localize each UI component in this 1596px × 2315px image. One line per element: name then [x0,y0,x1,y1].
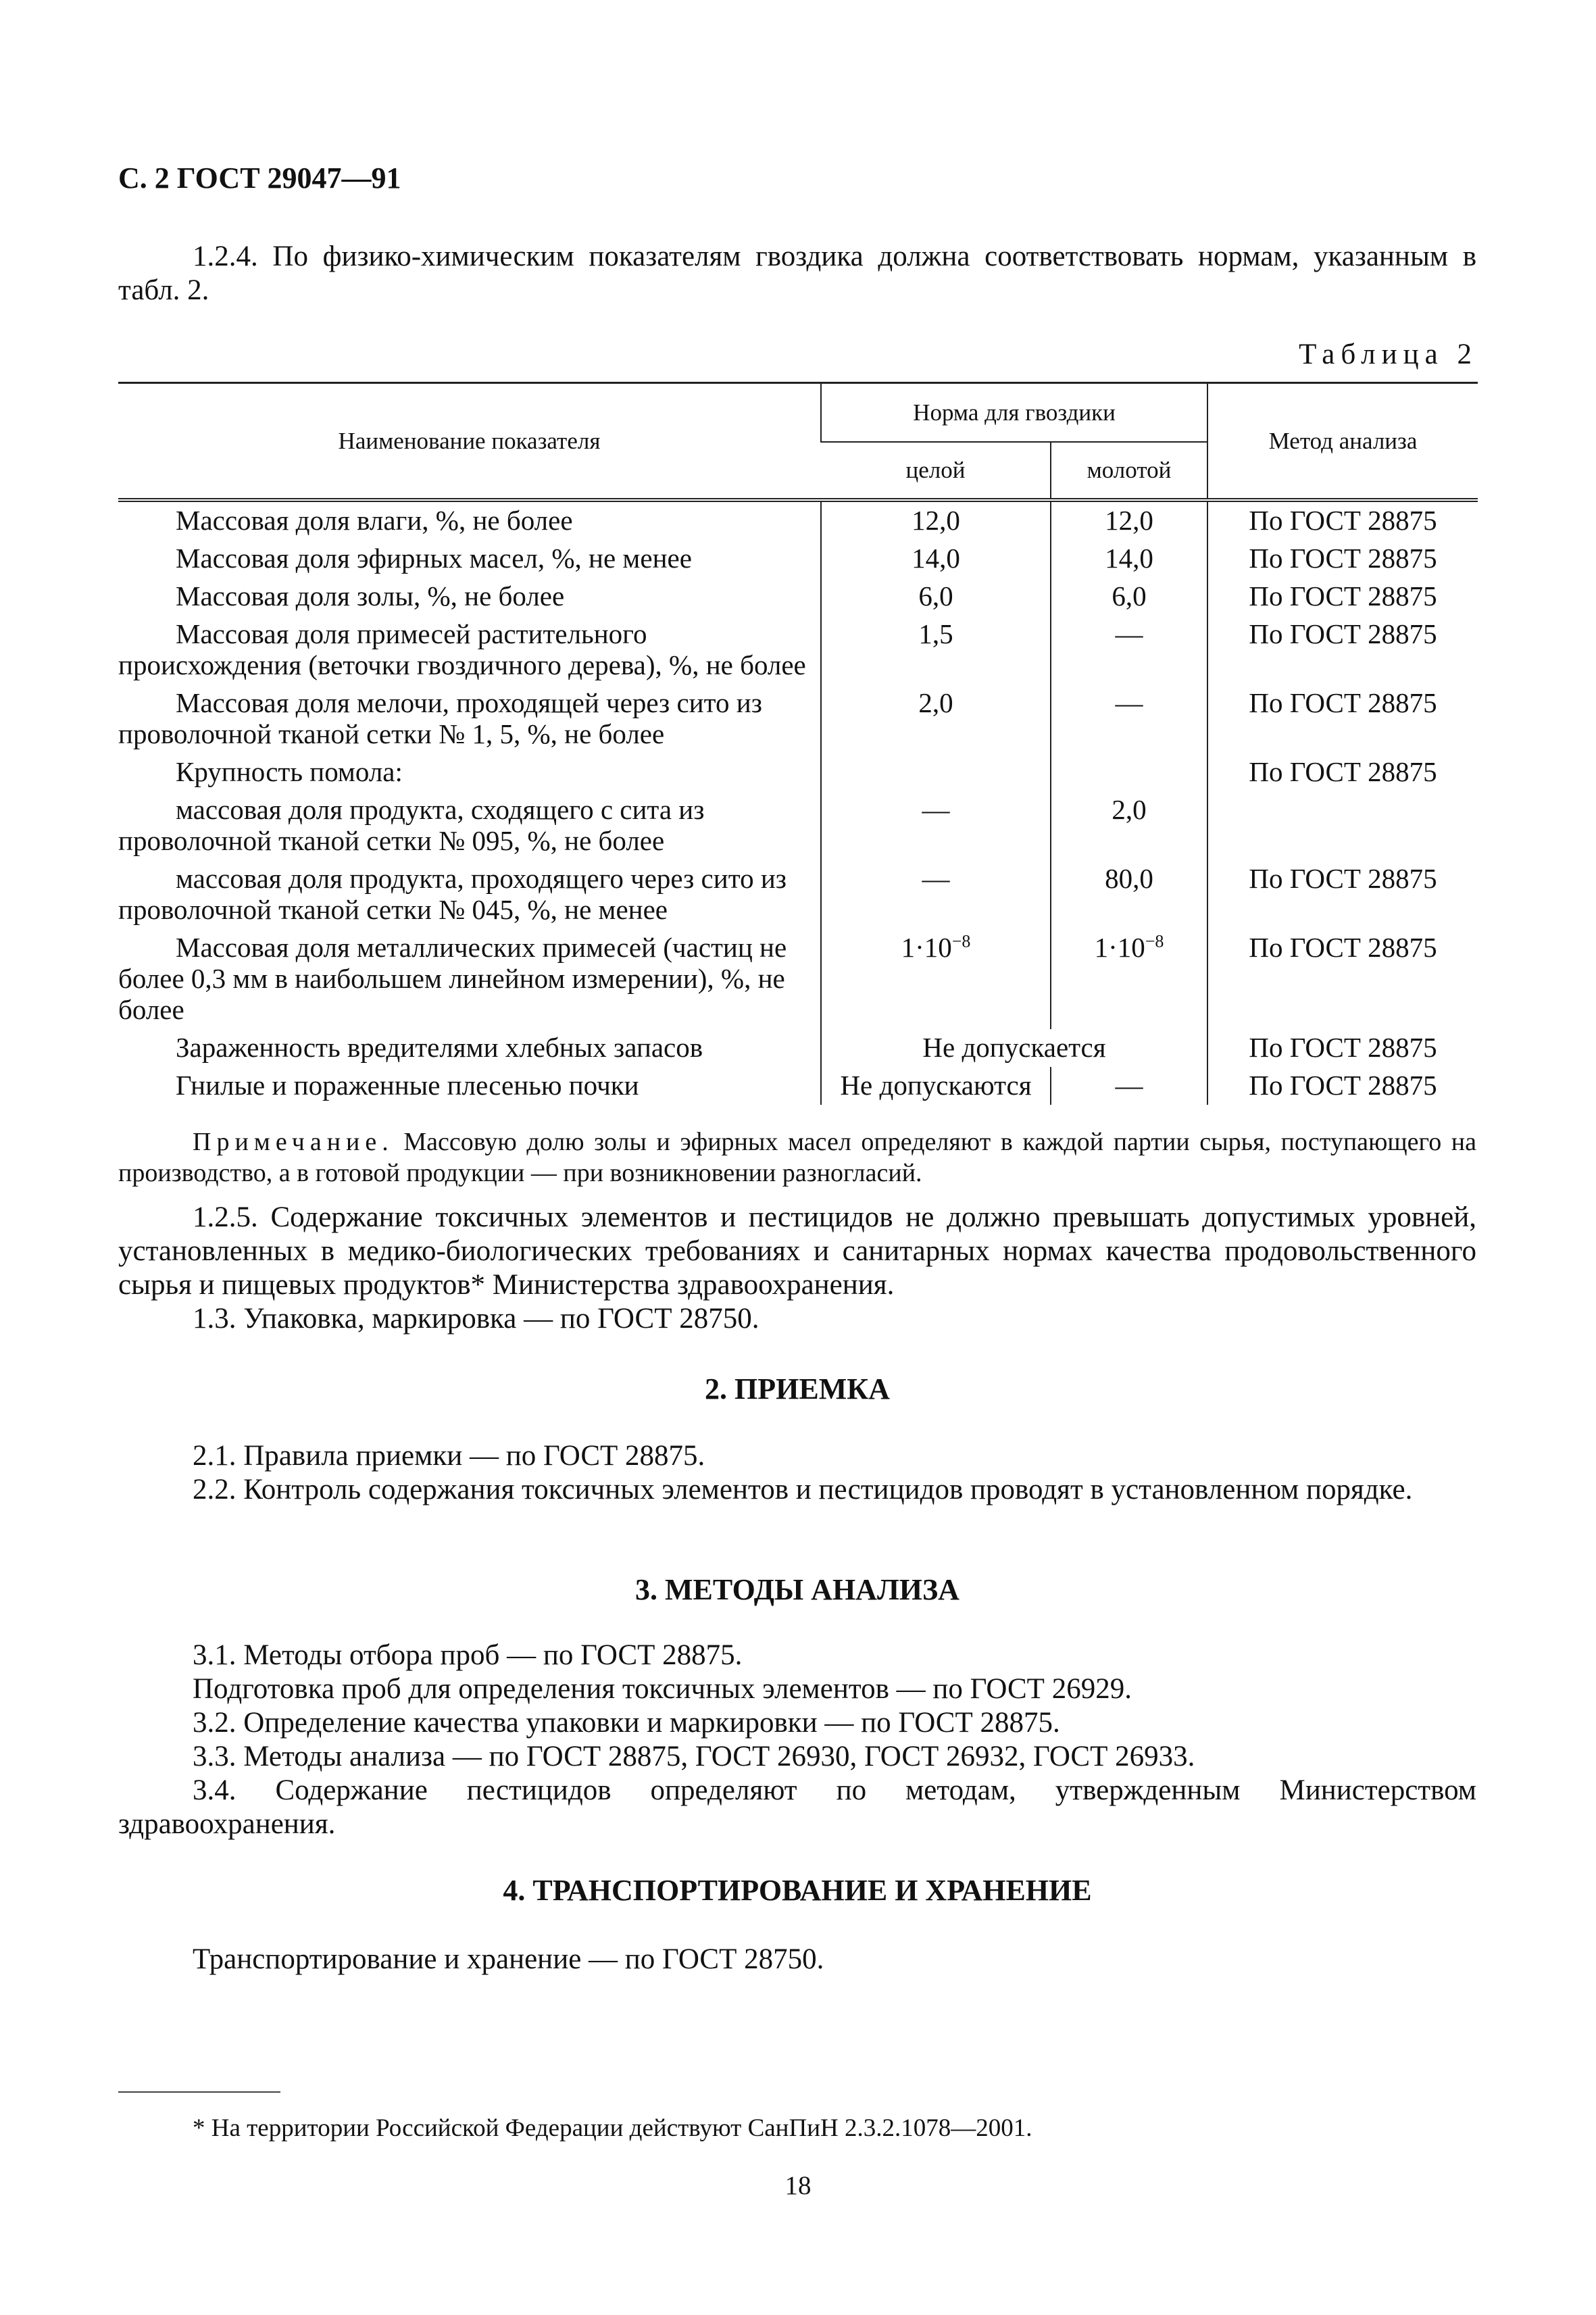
note-text: Массовую долю золы и эфирных масел определяют в каждой партии сырья, поступающего на производство, а в готовой продукции — при возникновении разногласий. [118,1128,1476,1187]
row-name: Массовая доля мелочи, проходящей через сито из проволочной тканой сетки № 1, 5, %, не более [118,687,762,749]
footnote-rule [118,2091,280,2093]
row-name: Массовая доля золы, %, не более [176,580,565,612]
col-header-name: Наименование показателя [118,383,821,501]
row-name: Массовая доля металлических примесей (частиц не более 0,3 мм в наибольшем линейном измерении), %, не более [118,932,787,1025]
section-heading-2: 2. ПРИЕМКА [705,1372,890,1405]
paragraph-3-1: 3.1. Методы отбора проб — по ГОСТ 28875. [193,1639,743,1671]
paragraph-2-2: 2.2. Контроль содержания токсичных элементов и пестицидов проводят в установленном порядке. [193,1474,1413,1505]
row-ground [1051,753,1207,791]
row-ground: — [1051,616,1207,684]
note-label: Примечание. [193,1128,394,1156]
ground-exponent: −8 [1145,931,1164,951]
row-ground [1051,929,1207,1029]
row-method: По ГОСТ 28875 [1207,929,1478,1029]
paragraph-1-2-4: 1.2.4. По физико-химическим показателям гвоздика должна соответствовать нормам, указанным в табл. 2. [118,241,1476,306]
row-method: По ГОСТ 28875 [1207,500,1478,540]
row-name: Массовая доля примесей растительного происхождения (веточки гвоздичного дерева), %, не более [118,618,806,680]
col-header-ground: молотой [1051,442,1207,500]
paragraph-3-1b: Подготовка проб для определения токсичных элементов — по ГОСТ 26929. [193,1673,1132,1705]
row-name: Массовая доля влаги, %, не более [176,505,573,536]
page-header: С. 2 ГОСТ 29047—91 [118,161,401,195]
row-ground: 12,0 [1051,500,1207,540]
row-method: По ГОСТ 28875 [1207,860,1478,929]
table-row [118,540,1478,578]
table-row [118,860,1478,929]
row-ground: 6,0 [1051,578,1207,616]
row-method: По ГОСТ 28875 [1207,1067,1478,1105]
col-header-norm: Норма для гвоздики [821,383,1207,443]
row-ground: 2,0 [1051,791,1207,860]
ground-base: 1·10 [1094,932,1145,963]
col-header-whole: целой [821,442,1051,500]
table-row [118,578,1478,616]
paragraph-2-1: 2.1. Правила приемки — по ГОСТ 28875. [193,1440,705,1472]
row-whole: 2,0 [821,684,1051,753]
whole-base: 1·10 [901,932,952,963]
section-heading-3: 3. МЕТОДЫ АНАЛИЗА [635,1573,959,1606]
row-ground: — [1051,1067,1207,1105]
table-row [118,684,1478,753]
table-row [118,791,1478,860]
row-ground: — [1051,684,1207,753]
paragraph-3-3: 3.3. Методы анализа — по ГОСТ 28875, ГОСТ 26930, ГОСТ 26932, ГОСТ 26933. [193,1741,1195,1772]
row-method: По ГОСТ 28875 [1207,540,1478,578]
row-name: массовая доля продукта, проходящего через сито из проволочной тканой сетки № 045, %, не менее [118,863,787,925]
row-whole: 14,0 [821,540,1051,578]
table-row [118,616,1478,684]
table-note [118,1126,1476,1189]
row-name: Крупность помола: [176,756,403,787]
table-row [118,1067,1478,1105]
table-label: Таблица 2 [1299,339,1478,370]
row-name: Гнилые и пораженные плесенью почки [176,1070,639,1101]
row-norm-both: Не допускается [821,1029,1207,1067]
row-name: массовая доля продукта, сходящего с сита из проволочной тканой сетки № 095, %, не более [118,794,705,856]
table-row [118,500,1478,540]
physico-chemical-table [118,382,1478,1105]
row-whole: Не допускаются [821,1067,1051,1105]
row-method: По ГОСТ 28875 [1207,578,1478,616]
section-heading-4: 4. ТРАНСПОРТИРОВАНИЕ И ХРАНЕНИЕ [503,1874,1092,1907]
page-number: 18 [784,2171,812,2200]
paragraph-1-3: 1.3. Упаковка, маркировка — по ГОСТ 28750. [193,1303,759,1335]
row-whole: — [821,860,1051,929]
row-whole [821,753,1051,791]
footnote: * На территории Российской Федерации действуют СанПиН 2.3.2.1078—2001. [193,2114,1032,2142]
row-method: По ГОСТ 28875 [1207,684,1478,753]
paragraph-1-2-5: 1.2.5. Содержание токсичных элементов и пестицидов не должно превышать допустимых уровней, установленных в медико-биологических требованиях и санитарных нормах качества продовольственного сырья и пищевых продуктов* Министерства здравоохранения. [118,1201,1476,1301]
paragraph-3-2: 3.2. Определение качества упаковки и маркировки — по ГОСТ 28875. [193,1707,1060,1739]
row-whole: 12,0 [821,500,1051,540]
col-header-method: Метод анализа [1207,383,1478,501]
table-row [118,753,1478,791]
paragraph-4: Транспортирование и хранение — по ГОСТ 28750. [193,1943,824,1975]
row-name: Массовая доля эфирных масел, %, не менее [176,543,692,574]
row-name: Зараженность вредителями хлебных запасов [176,1032,703,1063]
table-row [118,1029,1478,1067]
whole-exponent: −8 [951,931,971,951]
row-whole: — [821,791,1051,860]
row-method: По ГОСТ 28875 [1207,753,1478,791]
row-whole: 1,5 [821,616,1051,684]
row-method: По ГОСТ 28875 [1207,1029,1478,1067]
row-ground: 14,0 [1051,540,1207,578]
row-method: По ГОСТ 28875 [1207,616,1478,684]
row-whole: 6,0 [821,578,1051,616]
table-row [118,929,1478,1029]
row-ground: 80,0 [1051,860,1207,929]
paragraph-3-4: 3.4. Содержание пестицидов определяют по методам, утвержденным Министерством здравоохранения. [118,1774,1476,1840]
row-whole [821,929,1051,1029]
row-method [1207,791,1478,860]
